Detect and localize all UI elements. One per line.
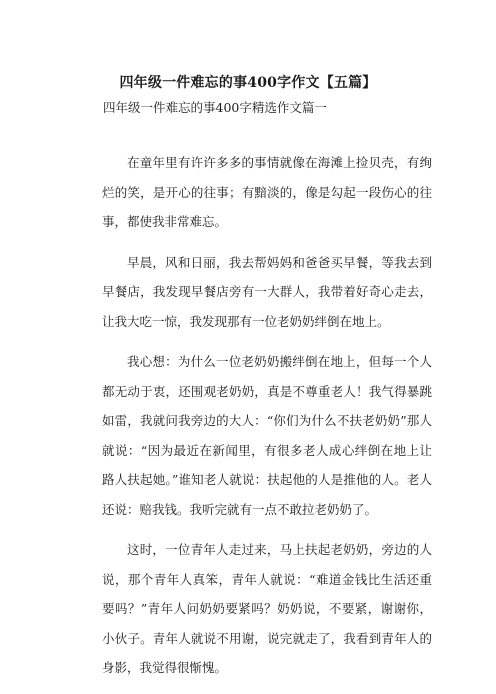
paragraph-2 [102,248,432,337]
paragraph-3-text: 我心想：为什么一位老奶奶搬绊倒在地上，但每一个人都无动于衷，还围观老奶奶，真是不尊重老人！我气得暴跳如雷，我就问我旁边的大人：“你们为什么不扶老奶奶”那人就说：“因为最近在新闻里，有很多老人成心绊倒在地上让路人扶起她。”谁知老人就说：扶起他的人是推他的人。老人还说：赔我钱。我听完就有一点不敢拉老奶奶了。 [102,354,432,517]
paragraph-4-text: 这时，一位青年人走过来，马上扶起老奶奶，旁边的人说，那个青年人真笨，青年人就说：“难道金钱比生活还重要吗？”青年人问奶奶要紧吗？奶奶说，不要紧，谢谢你，小伙子。青年人就说不用谢，说完就走了，我看到青年人的身影，我觉得很惭愧。 [102,542,432,675]
document-subtitle: 四年级一件难忘的事400字精选作文篇一 [103,100,327,115]
paragraph-1-text: 在童年里有许许多多的事情就像在海滩上捡贝壳，有绚烂的笑，是开心的往事；有黯淡的，像是勾起一段伤心的往事，都使我非常难忘。 [102,155,432,229]
document-title: 四年级一件难忘的事400字作文【五篇】 [119,75,377,91]
document-body [102,148,432,694]
paragraph-1 [102,148,432,237]
paragraph-4 [102,535,432,683]
paragraph-3 [102,347,432,524]
paragraph-2-text: 早晨，风和日丽，我去帮妈妈和爸爸买早餐，等我去到早餐店，我发现早餐店旁有一大群人，我带着好奇心走去，让我大吃一惊，我发现那有一位老奶奶绊倒在地上。 [102,254,432,329]
